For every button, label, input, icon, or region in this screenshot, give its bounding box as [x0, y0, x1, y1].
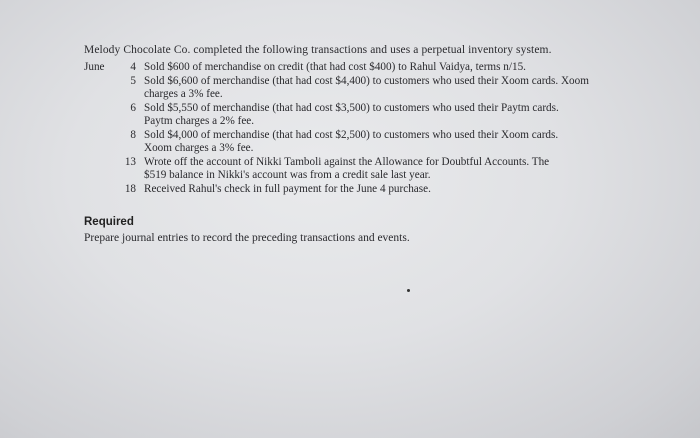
required-heading: Required [84, 216, 134, 228]
transaction-day: 6 [130, 102, 136, 114]
transaction-description [144, 183, 624, 196]
instruction-text: Prepare journal entries to record the preceding transactions and events. [84, 232, 410, 244]
description-line: Sold $600 of merchandise on credit (that had cost $400) to Rahul Vaidya, terms n/15. [144, 61, 526, 73]
transaction-description [144, 75, 624, 101]
transaction-row [84, 75, 624, 101]
transaction-list [84, 61, 624, 196]
transaction-description [144, 156, 624, 182]
description-line: Wrote off the account of Nikki Tamboli against the Allowance for Doubtful Accounts. The [144, 156, 550, 168]
transaction-day: 5 [130, 75, 136, 87]
description-line: Sold $5,550 of merchandise (that had cost $3,500) to customers who used their Paytm cards. [144, 102, 559, 114]
transaction-row [84, 156, 624, 182]
month-label: June [84, 61, 105, 73]
transaction-row [84, 61, 624, 74]
description-line: Sold $6,600 of merchandise (that had cost $4,400) to customers who used their Xoom cards. Xoom [144, 75, 589, 87]
description-line: Sold $4,000 of merchandise (that had cost $2,500) to customers who used their Xoom cards. [144, 129, 559, 141]
transaction-day: 13 [124, 156, 136, 168]
transaction-row [84, 183, 624, 196]
transaction-description [144, 102, 624, 128]
transaction-row [84, 129, 624, 155]
transaction-day: 18 [124, 183, 136, 195]
transaction-description [144, 129, 624, 155]
problem-intro: Melody Chocolate Co. completed the following transactions and uses a perpetual inventory system. [84, 44, 552, 56]
transaction-day: 4 [130, 61, 136, 73]
transaction-description [144, 61, 624, 74]
transaction-day: 8 [130, 129, 136, 141]
description-line: Paytm charges a 2% fee. [144, 115, 255, 127]
description-line: charges a 3% fee. [144, 88, 223, 100]
description-line: $519 balance in Nikki's account was from a credit sale last year. [144, 169, 431, 181]
description-line: Xoom charges a 3% fee. [144, 142, 254, 154]
transaction-row [84, 102, 624, 128]
description-line: Received Rahul's check in full payment for the June 4 purchase. [144, 183, 431, 195]
stray-dot [407, 289, 410, 292]
